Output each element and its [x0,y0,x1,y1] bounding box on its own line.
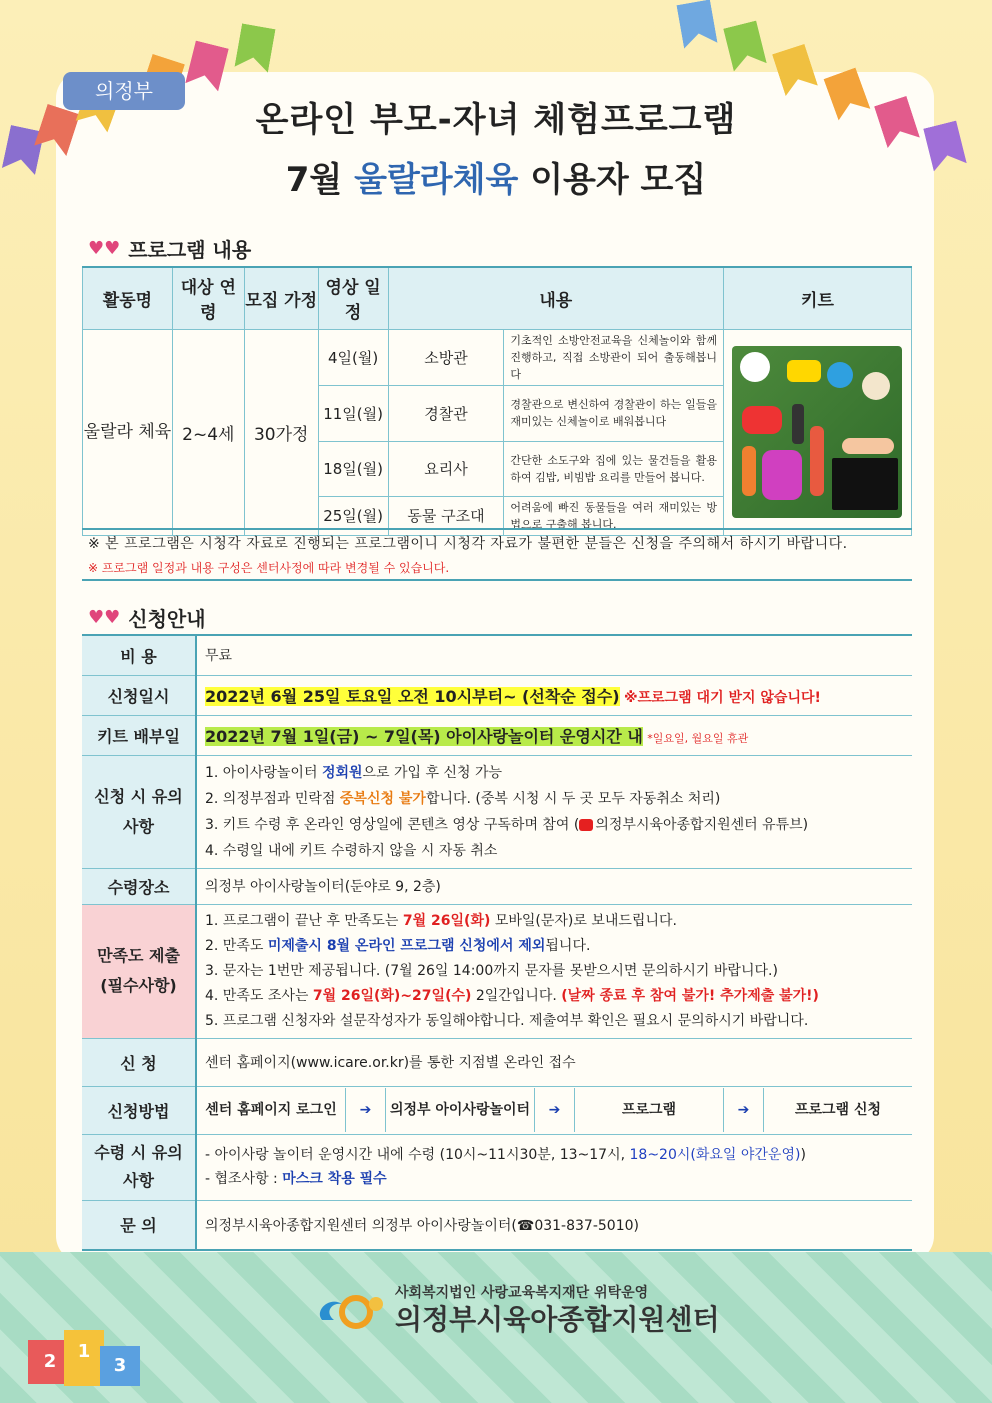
session-title: 동물 구조대 [388,496,504,535]
no-waitlist-warning: ※프로그램 대기 받지 않습니다! [623,689,821,706]
table-row [83,329,912,385]
session-title: 경찰관 [388,385,504,441]
table-row [82,755,912,868]
arrow-right-icon: ➔ [535,1088,575,1132]
session-desc: 경찰관으로 변신하여 경찰관이 하는 일들을 재미있는 신체놀이로 배워봅니다 [504,385,724,441]
note-av-material: ※ 본 프로그램은 시청각 자료로 진행되는 프로그램이니 시청각 자료가 불편한 분들은 신청을 주의해서 하시기 바랍니다. [88,536,848,552]
region-tag: 의정부 [63,72,185,110]
survey-list [196,904,912,1038]
contact-label: 문 의 [82,1200,196,1250]
podium-first: 1 [64,1330,104,1386]
receive-item: - 아이사랑 놀이터 운영시간 내에 수령 (10시~11시30분, 13~17시, 18~20시(화요일 야간운영)) [205,1147,806,1163]
method-label: 신청방법 [82,1086,196,1134]
session-date: 18일(월) [318,441,388,496]
youtube-icon [579,819,593,831]
method-steps [196,1086,912,1134]
table-row [82,675,912,715]
center-name: 의정부시육아종합지원센터 [395,1303,720,1336]
caution-item: 3. 키트 수령 후 온라인 영상일에 콘텐츠 영상 구독하며 참여 ( 의정부시육아종합지원센터 유튜브) [205,816,809,833]
table-row [82,1086,912,1134]
caution-list [196,755,912,868]
apply-date-value [196,675,912,715]
header-age: 대상 연령 [172,267,244,329]
survey-item: 1. 프로그램이 끝난 후 만족도는 7월 26일(화) 모바일(문자)로 보내드립니다. [205,912,677,929]
program-table [82,266,912,536]
session-title: 요리사 [388,441,504,496]
arrow-right-icon: ➔ [724,1088,764,1132]
receive-list [196,1134,912,1200]
page-title: 온라인 부모-자녀 체험프로그램 [255,100,737,140]
session-date: 25일(월) [318,496,388,535]
session-date: 4일(월) [318,329,388,385]
podium-third: 3 [100,1346,140,1386]
center-logo-icon [312,1290,388,1334]
session-desc: 기초적인 소방안전교육을 신체놀이와 함께 진행하고, 직접 소방관이 되어 출동해봅니다 [504,329,724,385]
caution-item: 4. 수령일 내에 키트 수령하지 않을 시 자동 취소 [205,842,498,859]
table-row [82,715,912,755]
apply-label: 신 청 [82,1038,196,1086]
balloon-hearts-icon: ♥♥ [88,238,121,259]
session-desc: 어려움에 빠진 동물들을 여러 재미있는 방법으로 구출해 봅니다. [504,496,724,535]
operator-text: 사회복지법인 사랑교육복지재단 위탁운영 [395,1285,649,1301]
fee-label: 비 용 [82,635,196,675]
arrow-right-icon: ➔ [346,1088,386,1132]
podium-second: 2 [28,1340,72,1384]
kit-date-value [196,715,912,755]
contact-value: 의정부시육아종합지원센터 의정부 아이사랑놀이터(☎031-837-5010) [196,1200,912,1250]
receive-item: - 협조사항 : 마스크 착용 필수 [205,1171,387,1187]
header-households: 모집 가정 [244,267,318,329]
header-schedule: 영상 일정 [318,267,388,329]
kit-photo [732,346,902,518]
table-row [82,1200,912,1250]
note-schedule-change: ※ 프로그램 일정과 내용 구성은 센터사정에 따라 변경될 수 있습니다. [88,561,450,575]
apply-info-table [82,634,912,1251]
section-program-heading [88,234,251,263]
header-activity: 활동명 [83,267,173,329]
place-value: 의정부 아이사랑놀이터(둔야로 9, 2층) [196,868,912,904]
title-recruit: 이용자 모집 [530,160,707,200]
table-row [82,868,912,904]
title-program-name: 울랄라체육 [354,160,519,200]
session-title: 소방관 [388,329,504,385]
survey-label: 만족도 제출 (필수사항) [82,904,196,1038]
fee-value: 무료 [196,635,912,675]
recruit-households: 30가정 [244,329,318,535]
step-program: 프로그램 [575,1088,724,1132]
apply-date-label: 신청일시 [82,675,196,715]
step-login: 센터 홈페이지 로그인 [197,1088,346,1132]
program-header-row [83,267,912,329]
table-row [82,635,912,675]
target-age: 2~4세 [172,329,244,535]
table-row [82,904,912,1038]
receive-label: 수령 시 유의사항 [82,1134,196,1200]
place-label: 수령장소 [82,868,196,904]
section-apply-heading [88,603,206,632]
survey-item: 3. 문자는 1번만 제공됩니다. (7월 26일 14:00까지 문자를 못받으시면 문의하시기 바랍니다.) [205,962,778,979]
section-program-title: 프로그램 내용 [128,238,252,262]
header-content: 내용 [388,267,723,329]
session-desc: 간단한 소도구와 집에 있는 물건들을 활용하여 김밥, 비빔밥 요리를 만들어 봅니다. [504,441,724,496]
activity-name: 울랄라 체육 [83,329,173,535]
apply-value: 센터 홈페이지(www.icare.or.kr)를 통한 지점별 온라인 접수 [196,1038,912,1086]
caution-item: 1. 아이사랑놀이터 정회원으로 가입 후 신청 가능 [205,764,503,781]
caution-label: 신청 시 유의사항 [82,755,196,868]
kit-date-label: 키트 배부일 [82,715,196,755]
title-month: 7월 [285,160,343,200]
kit-date: 2022년 7월 1일(금) ~ 7일(목) 아이사랑놀이터 운영시간 내 [205,726,643,746]
session-date: 11일(월) [318,385,388,441]
header-kit: 키트 [723,267,911,329]
survey-item: 5. 프로그램 신청자와 설문작성자가 동일해야합니다. 제출여부 확인은 필요시 문의하시기 바랍니다. [205,1012,809,1029]
apply-date: 2022년 6월 25일 토요일 오전 10시부터~ (선착순 접수) [205,686,620,706]
survey-item: 4. 만족도 조사는 7월 26일(화)~27일(수) 2일간입니다. (날짜 종료 후 참여 불가! 추가제출 불가!) [205,987,819,1004]
table-row [82,1038,912,1086]
table-row [82,1134,912,1200]
survey-item: 2. 만족도 미제출시 8월 온라인 프로그램 신청에서 제외됩니다. [205,937,591,954]
section-apply-title: 신청안내 [128,607,206,631]
step-playground: 의정부 아이사랑놀이터 [386,1088,535,1132]
page-subtitle [0,152,992,201]
program-notes [82,528,912,581]
caution-item: 2. 의정부점과 민락점 중복신청 불가합니다. (중복 시청 시 두 곳 모두 자동취소 처리) [205,790,721,807]
balloon-hearts-icon: ♥♥ [88,607,121,628]
kit-cell [723,329,911,535]
closed-days-note: *일요일, 월요일 휴관 [647,731,749,745]
step-apply: 프로그램 신청 [794,1102,882,1118]
